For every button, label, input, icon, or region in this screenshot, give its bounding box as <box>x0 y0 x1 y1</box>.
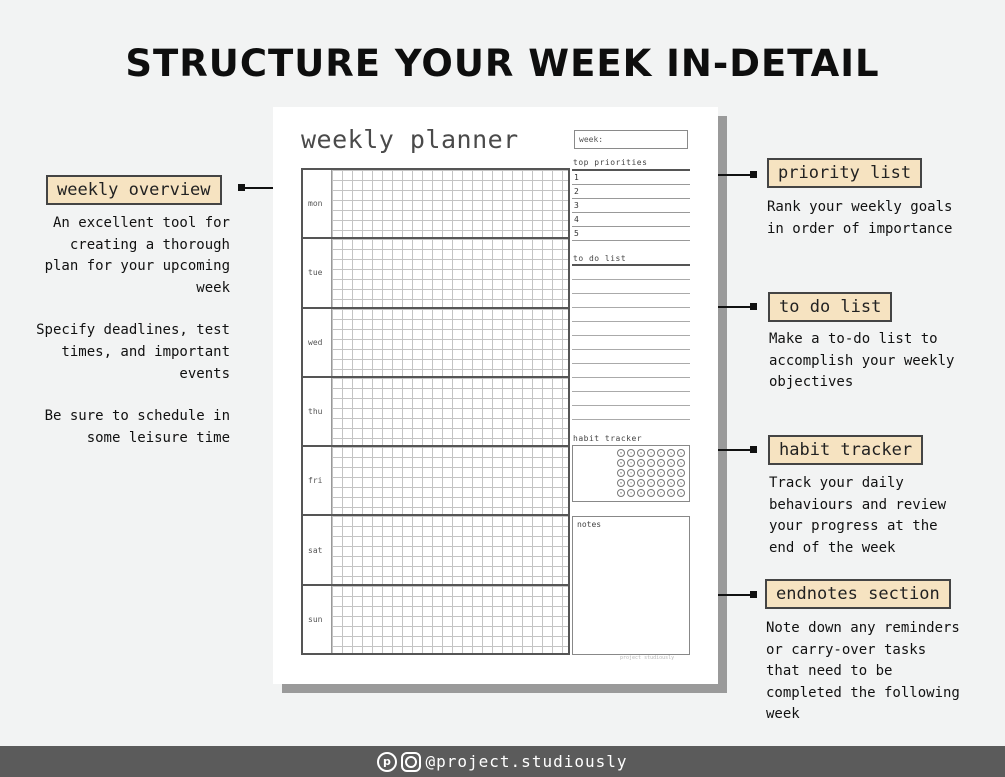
habit-day-circle: S <box>667 469 675 477</box>
habit-day-circle: F <box>657 479 665 487</box>
habit-grid <box>617 449 686 498</box>
day-label: tue <box>308 268 323 278</box>
day-row <box>303 170 568 239</box>
pinterest-icon[interactable]: p <box>377 752 397 772</box>
week-label: week: <box>579 135 604 144</box>
habit-day-circle: T <box>627 449 635 457</box>
habit-day-circle: T <box>647 449 655 457</box>
day-grid <box>331 170 568 237</box>
priority-row: 2 <box>572 185 690 199</box>
weekly-overview-tag: weekly overview <box>46 175 222 205</box>
day-label: sat <box>308 545 323 555</box>
endnotes-tag: endnotes section <box>765 579 951 609</box>
endnotes-connector <box>718 594 754 596</box>
day-row <box>303 516 568 585</box>
habit-day-circle: T <box>627 459 635 467</box>
habit-tracker-label: habit tracker <box>573 434 643 443</box>
planner-title: weekly planner <box>301 125 519 154</box>
page-headline: STRUCTURE YOUR WEEK IN-DETAIL <box>125 42 880 85</box>
habit-day-circle: T <box>627 489 635 497</box>
habit-day-circle: M <box>617 449 625 457</box>
planner-sheet <box>273 107 718 684</box>
habit-day-circle: S <box>677 459 685 467</box>
footer-bar <box>0 746 1005 777</box>
habit-day-circle: T <box>647 479 655 487</box>
week-field <box>574 130 688 149</box>
todo-list-label: to do list <box>573 254 627 263</box>
habit-day-circle: S <box>677 489 685 497</box>
day-label: wed <box>308 337 323 347</box>
priority-connector <box>718 174 754 176</box>
todo-list-tag: to do list <box>768 292 892 322</box>
day-row <box>303 239 568 308</box>
footer-handle[interactable]: @project.studiously <box>425 752 628 771</box>
todo-lines <box>572 264 690 421</box>
habit-day-circle: M <box>617 469 625 477</box>
habit-connector <box>718 449 754 451</box>
notes-box <box>572 516 690 655</box>
days-grid <box>301 168 570 655</box>
habit-day-circle: F <box>657 489 665 497</box>
day-label: mon <box>308 199 323 209</box>
habit-day-circle: S <box>677 469 685 477</box>
day-grid <box>331 516 568 583</box>
top-priorities-label: top priorities <box>573 158 648 167</box>
habit-day-circle: M <box>617 459 625 467</box>
habit-day-circle: S <box>667 449 675 457</box>
overview-paragraph: Be sure to schedule in some leisure time <box>44 408 230 446</box>
day-grid <box>331 378 568 445</box>
habit-tracker-tag: habit tracker <box>768 435 923 465</box>
endnotes-description: Note down any reminders or carry-over tasks that need to be completed the following week <box>766 620 960 723</box>
day-row <box>303 447 568 516</box>
habit-day-circle: T <box>647 469 655 477</box>
habit-day-circle: S <box>677 449 685 457</box>
priority-list-tag: priority list <box>767 158 922 188</box>
habit-day-circle: M <box>617 489 625 497</box>
priority-row: 4 <box>572 213 690 227</box>
day-row <box>303 309 568 378</box>
habit-day-circle: F <box>657 449 665 457</box>
notes-label: notes <box>577 520 602 529</box>
day-grid <box>331 239 568 306</box>
habit-description: Track your daily behaviours and review your progress at the end of the week <box>769 475 947 556</box>
priority-description: Rank your weekly goals in order of importance <box>767 199 953 237</box>
day-grid <box>331 586 568 653</box>
overview-paragraph: Specify deadlines, test times, and important events <box>36 322 230 382</box>
habit-day-circle: F <box>657 459 665 467</box>
habit-day-circle: W <box>637 459 645 467</box>
planner-credit: project studiously <box>620 655 675 661</box>
day-row <box>303 586 568 653</box>
priority-list <box>572 169 690 241</box>
habit-day-circle: S <box>667 489 675 497</box>
priority-row: 1 <box>572 171 690 185</box>
habit-day-circle: S <box>667 479 675 487</box>
day-label: sun <box>308 614 323 624</box>
weekly-overview-connector <box>241 187 273 189</box>
priority-row: 3 <box>572 199 690 213</box>
habit-day-circle: W <box>637 449 645 457</box>
day-grid <box>331 447 568 514</box>
instagram-icon[interactable] <box>401 752 421 772</box>
day-row <box>303 378 568 447</box>
habit-day-circle: T <box>647 489 655 497</box>
habit-day-circle: T <box>647 459 655 467</box>
habit-day-circle: W <box>637 469 645 477</box>
priority-row: 5 <box>572 227 690 241</box>
day-grid <box>331 309 568 376</box>
todo-connector <box>718 306 754 308</box>
habit-day-circle: S <box>677 479 685 487</box>
weekly-overview-description <box>28 213 230 470</box>
habit-day-circle: M <box>617 479 625 487</box>
habit-day-circle: T <box>627 469 635 477</box>
habit-day-circle: W <box>637 489 645 497</box>
day-label: fri <box>308 476 323 486</box>
habit-day-circle: F <box>657 469 665 477</box>
todo-description: Make a to-do list to accomplish your weekly objectives <box>769 331 955 391</box>
habit-day-circle: W <box>637 479 645 487</box>
day-label: thu <box>308 406 323 416</box>
habit-day-circle: S <box>667 459 675 467</box>
overview-paragraph: An excellent tool for creating a thorough plan for your upcoming week <box>44 215 230 296</box>
habit-tracker-box <box>572 445 690 502</box>
habit-day-circle: T <box>627 479 635 487</box>
